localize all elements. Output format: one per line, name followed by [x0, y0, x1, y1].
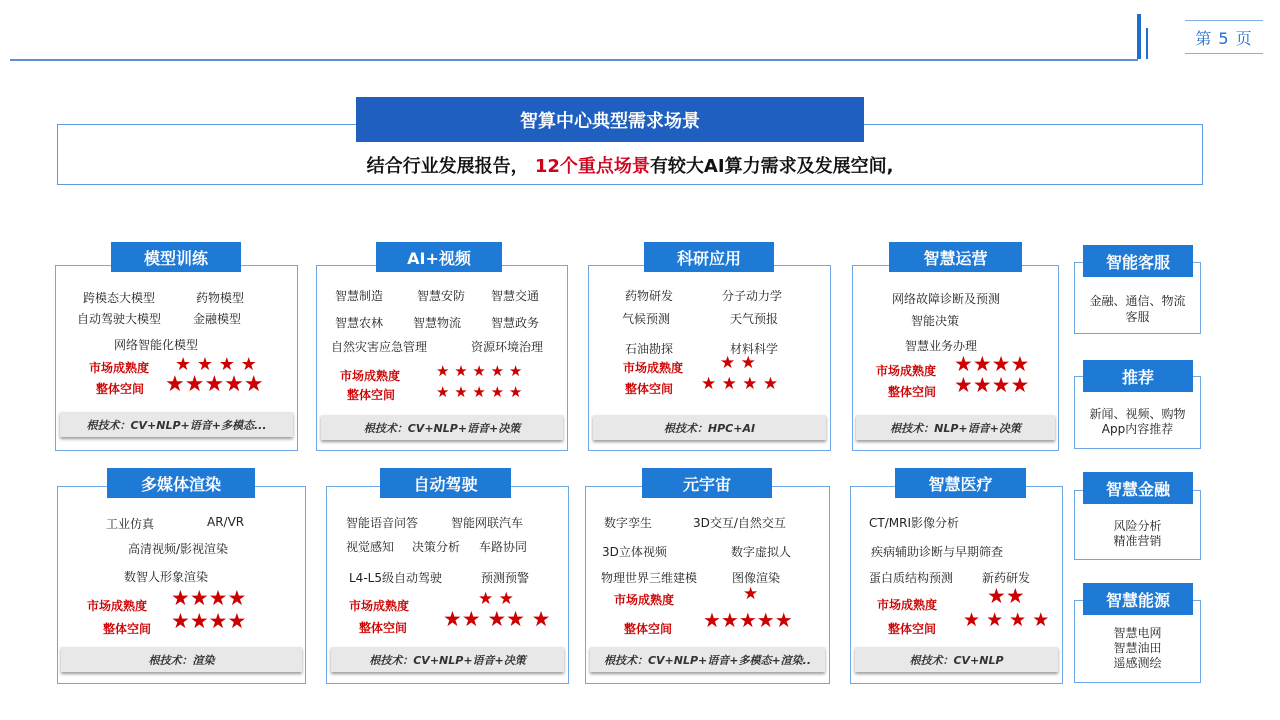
- scenario-item: 智能决策: [911, 314, 960, 328]
- tech-bar: 根技术：CV+NLP+语音+决策: [321, 415, 563, 440]
- scenario-item: 石油勘探: [625, 342, 674, 356]
- card-title: 自动驾驶: [380, 468, 511, 498]
- tech-bar: 根技术：HPC+AI: [593, 415, 826, 440]
- scenario-item: 智慧政务: [491, 316, 540, 330]
- scenario-item: 材料科学: [730, 342, 779, 356]
- scenario-item: 智慧交通: [491, 289, 540, 303]
- maturity-label: 市场成熟度: [876, 364, 937, 378]
- maturity-stars: ★: [743, 584, 759, 604]
- right-title: 推荐: [1083, 360, 1193, 392]
- scenario-item: 药物研发: [625, 289, 674, 303]
- maturity-label: 市场成熟度: [87, 599, 148, 613]
- scenario-item: 气候预测: [622, 312, 671, 326]
- scenario-item: 视觉感知: [346, 540, 395, 554]
- right-line: App内容推荐: [1101, 422, 1174, 436]
- scenario-item: 工业仿真: [106, 517, 155, 531]
- scenario-item: 天气预报: [730, 312, 779, 326]
- space-label: 整体空间: [888, 622, 937, 636]
- maturity-label: 市场成熟度: [349, 599, 410, 613]
- space-stars: ★★★★: [954, 373, 1030, 397]
- scenario-item: 自动驾驶大模型: [77, 312, 162, 326]
- card-title: 元宇宙: [642, 468, 772, 498]
- tech-bar: 根技术：CV+NLP+语音+决策: [331, 647, 564, 672]
- scenario-item: 智慧农林: [335, 316, 384, 330]
- scenario-item: 智慧物流: [413, 316, 462, 330]
- maturity-stars: ★ ★: [720, 353, 756, 373]
- subtitle-highlight: 12个重点场景: [534, 156, 650, 177]
- card-title: 智慧医疗: [895, 468, 1026, 498]
- space-label: 整体空间: [347, 388, 396, 402]
- space-label: 整体空间: [625, 382, 674, 396]
- right-line: 精准营销: [1113, 534, 1162, 548]
- maturity-stars: ★★★★: [171, 586, 247, 610]
- scenario-item: 跨模态大模型: [83, 291, 156, 305]
- maturity-stars: ★★★★: [954, 352, 1030, 376]
- maturity-stars: ★ ★: [478, 589, 514, 609]
- scenario-item: 智能语音问答: [346, 516, 419, 530]
- space-stars: ★★★★★: [165, 372, 264, 397]
- scenario-item: 资源环境治理: [471, 340, 544, 354]
- scenario-item: 数智人形象渲染: [124, 570, 209, 584]
- maturity-label: 市场成熟度: [89, 361, 150, 375]
- scenario-item: 物理世界三维建模: [601, 571, 698, 585]
- subtitle-pre: 结合行业发展报告，: [366, 156, 529, 177]
- scenario-item: L4-L5级自动驾驶: [349, 571, 442, 585]
- right-line: 智慧电网: [1113, 626, 1162, 640]
- space-stars: ★ ★ ★ ★: [701, 374, 779, 394]
- scenario-item: 预测预警: [481, 571, 530, 585]
- scenario-item: 图像渲染: [732, 571, 781, 585]
- scenario-item: 分子动力学: [722, 289, 783, 303]
- scenario-item: 数字孪生: [604, 516, 653, 530]
- scenario-item: 金融模型: [193, 312, 242, 326]
- header-divider: [10, 59, 1138, 61]
- space-label: 整体空间: [359, 621, 408, 635]
- maturity-stars: ★★: [987, 584, 1025, 608]
- scenario-item: 智慧安防: [417, 289, 466, 303]
- scenario-item: 自然灾害应急管理: [331, 340, 428, 354]
- scenario-item: CT/MRI影像分析: [869, 516, 959, 530]
- maturity-stars: ★ ★ ★ ★ ★: [436, 362, 523, 380]
- tech-bar: 根技术：CV+NLP+语音+多模态...: [60, 412, 293, 437]
- maturity-label: 市场成熟度: [623, 361, 684, 375]
- right-line: 金融、通信、物流: [1089, 294, 1186, 308]
- card-title: AI+视频: [376, 242, 502, 272]
- space-stars: ★ ★ ★ ★ ★: [436, 383, 523, 401]
- scenario-item: 3D交互/自然交互: [693, 516, 786, 530]
- card-title: 科研应用: [644, 242, 774, 272]
- space-label: 整体空间: [888, 385, 937, 399]
- scenario-item: 智慧业务办理: [905, 339, 978, 353]
- page-subtitle: [57, 152, 1203, 178]
- scenario-item: 网络智能化模型: [114, 338, 199, 352]
- right-title: 智能客服: [1083, 245, 1193, 277]
- space-stars: ★★★★: [171, 609, 247, 633]
- space-stars: ★ ★ ★ ★: [963, 609, 1050, 631]
- space-label: 整体空间: [624, 622, 673, 636]
- scenario-item: 蛋白质结构预测: [869, 571, 954, 585]
- space-label: 整体空间: [103, 622, 152, 636]
- tech-bar: 根技术：NLP+语音+决策: [856, 415, 1055, 440]
- right-line: 遥感测绘: [1113, 656, 1162, 670]
- maturity-stars: ★ ★ ★ ★: [175, 354, 257, 375]
- right-title: 智慧金融: [1083, 472, 1193, 504]
- right-title: 智慧能源: [1083, 583, 1193, 615]
- header-accent-bar-thin: [1146, 28, 1148, 59]
- card-title: 模型训练: [111, 242, 241, 272]
- card-title: 智慧运营: [889, 242, 1022, 272]
- right-line: 客服: [1125, 310, 1150, 324]
- space-stars: ★★★★★: [703, 608, 793, 632]
- scenario-item: 网络故障诊断及预测: [892, 292, 1001, 306]
- page-title: 智算中心典型需求场景: [356, 97, 864, 142]
- right-line: 新闻、视频、购物: [1089, 407, 1186, 421]
- right-line: 智慧油田: [1113, 641, 1162, 655]
- header-accent-bar: [1137, 14, 1141, 59]
- maturity-label: 市场成熟度: [614, 593, 675, 607]
- scenario-item: 数字虚拟人: [731, 545, 792, 559]
- card-title: 多媒体渲染: [107, 468, 255, 498]
- scenario-item: AR/VR: [207, 515, 245, 529]
- scenario-item: 智能网联汽车: [451, 516, 524, 530]
- space-label: 整体空间: [96, 382, 145, 396]
- right-line: 风险分析: [1113, 519, 1162, 533]
- scenario-item: 药物模型: [196, 291, 245, 305]
- scenario-item: 3D立体视频: [602, 545, 667, 559]
- subtitle-post: 有较大AI算力需求及发展空间,: [649, 156, 894, 177]
- tech-bar: 根技术：CV+NLP: [855, 647, 1058, 672]
- scenario-item: 决策分析: [412, 540, 461, 554]
- tech-bar: 根技术：CV+NLP+语音+多模态+渲染..: [590, 647, 825, 672]
- space-stars: ★★ ★★ ★: [443, 607, 551, 631]
- page-number: 第 5 页: [1185, 20, 1263, 54]
- scenario-item: 智慧制造: [335, 289, 384, 303]
- scenario-item: 疾病辅助诊断与早期筛查: [871, 545, 1004, 559]
- maturity-label: 市场成熟度: [877, 598, 938, 612]
- tech-bar: 根技术：渲染: [61, 647, 302, 672]
- scenario-item: 车路协同: [479, 540, 528, 554]
- scenario-item: 新药研发: [982, 571, 1031, 585]
- maturity-label: 市场成熟度: [340, 369, 401, 383]
- scenario-item: 高清视频/影视渲染: [128, 542, 229, 556]
